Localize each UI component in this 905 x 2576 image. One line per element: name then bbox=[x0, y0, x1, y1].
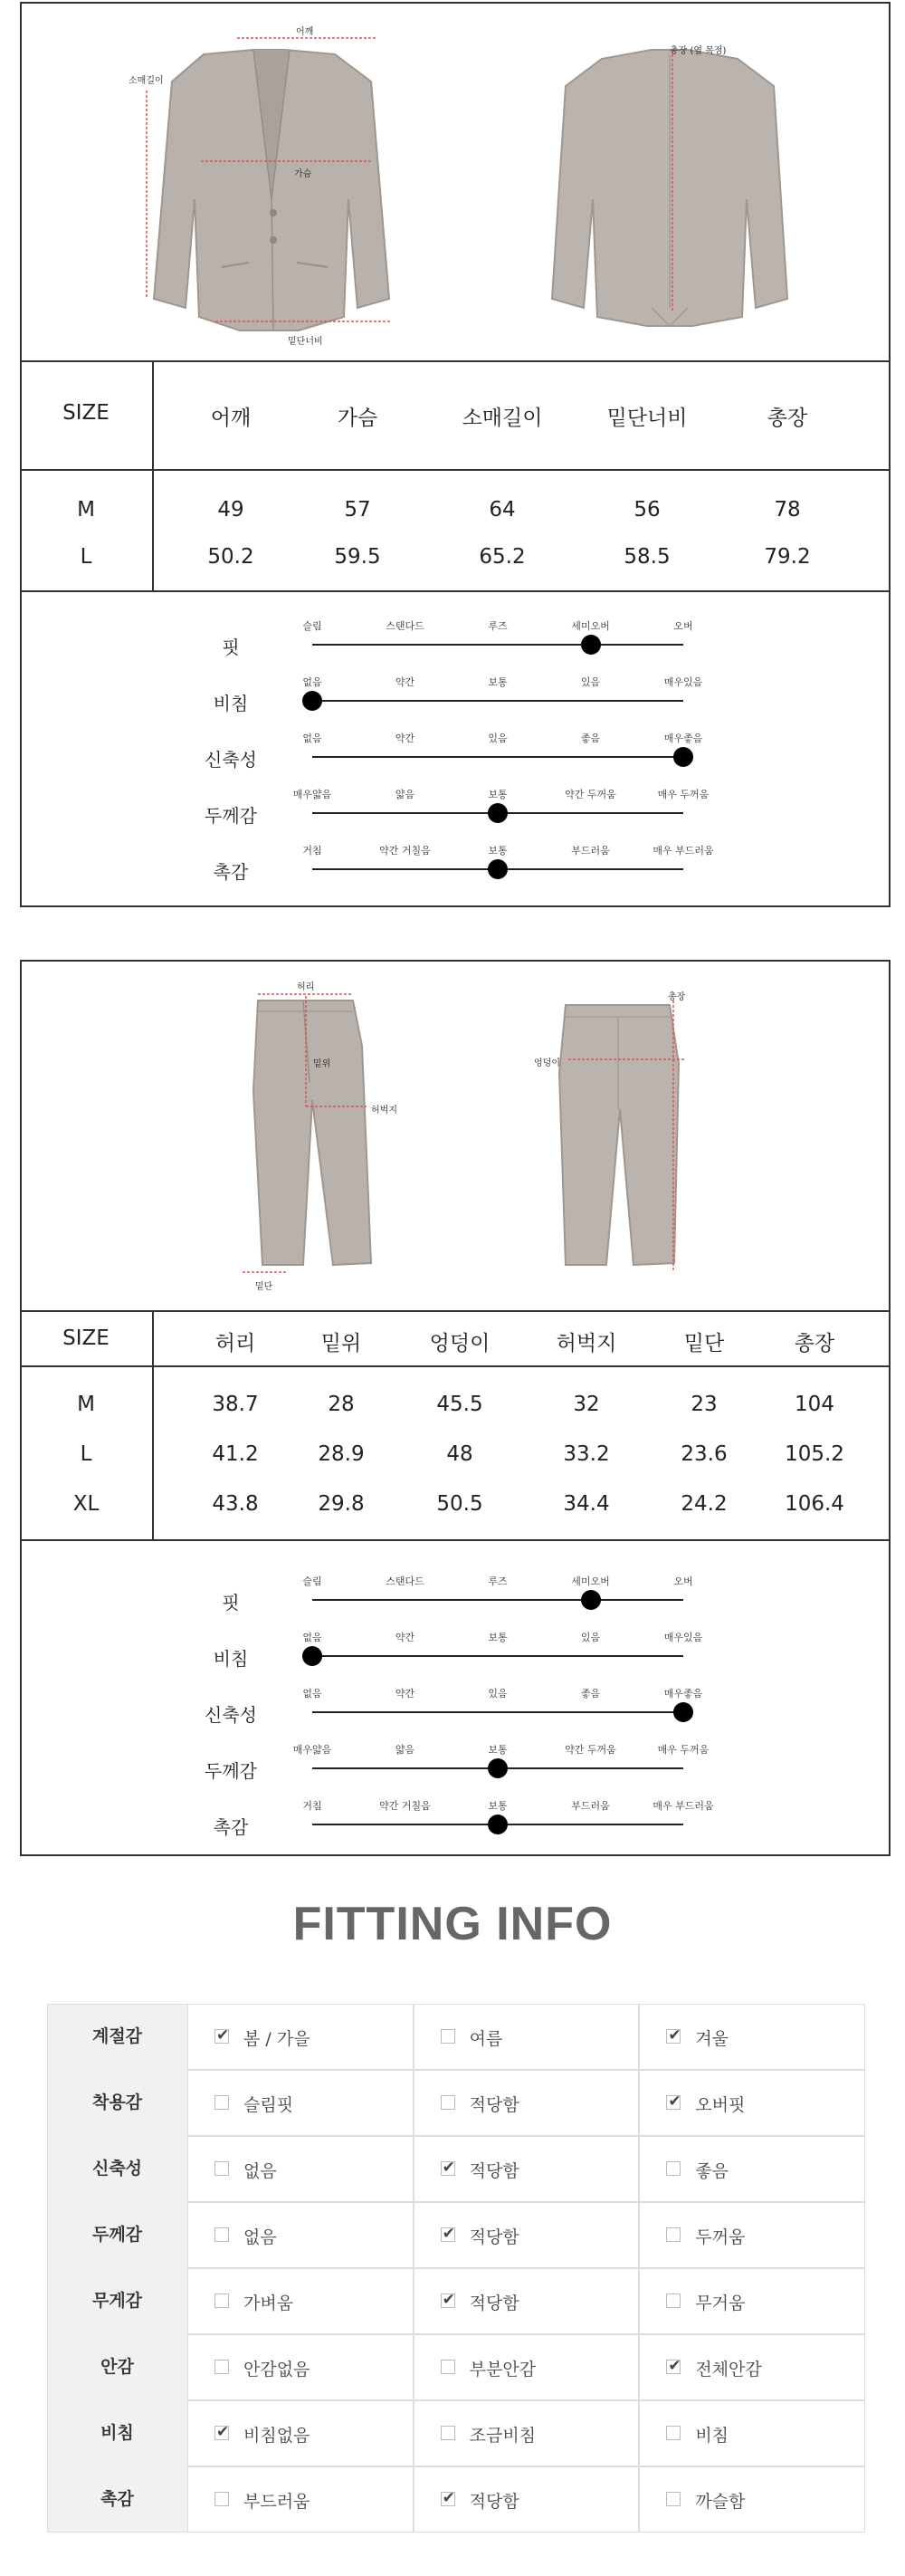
slider-tick-label: 슬림 bbox=[302, 620, 322, 632]
slider-label: 촉감 bbox=[213, 1816, 249, 1838]
slider-handle bbox=[488, 803, 508, 823]
slider-tick-label: 부드러움 bbox=[571, 845, 610, 857]
checked-checkbox bbox=[666, 2026, 681, 2045]
fitting-option-label: 슬림핏 bbox=[243, 2095, 294, 2115]
pants-row-value: 23.6 bbox=[681, 1442, 728, 1466]
unchecked-checkbox bbox=[666, 2227, 681, 2242]
jacket-col-hem: 밑단너비 bbox=[606, 407, 688, 430]
pants-row-value: 23 bbox=[691, 1393, 718, 1416]
fitting-option-label: 적당함 bbox=[469, 2492, 519, 2512]
slider-tick-label: 매우좋음 bbox=[663, 1688, 703, 1700]
jacket-row-value: 58.5 bbox=[624, 545, 671, 569]
slider-tick-label: 스탠다드 bbox=[386, 620, 424, 632]
unchecked-checkbox bbox=[666, 2161, 681, 2176]
fitting-row-label: 신축성 bbox=[47, 2136, 187, 2202]
unchecked-checkbox bbox=[214, 2492, 229, 2506]
fitting-option-label: 겨울 bbox=[695, 2029, 729, 2049]
jacket-hem-label: 밑단너비 bbox=[288, 337, 323, 347]
checked-checkbox bbox=[214, 2026, 230, 2045]
slider-tick-label: 오버 bbox=[673, 1575, 693, 1587]
check-icon: ✔ bbox=[442, 2225, 455, 2243]
slider-handle bbox=[302, 1646, 322, 1666]
slider-tick-label: 루즈 bbox=[488, 620, 508, 632]
unchecked-checkbox bbox=[214, 2161, 229, 2176]
slider-label: 핏 bbox=[222, 637, 240, 658]
slider-tick-label: 보통 bbox=[488, 1744, 508, 1756]
jacket-row-size: M bbox=[77, 498, 95, 522]
checked-checkbox bbox=[214, 2423, 230, 2441]
unchecked-checkbox bbox=[666, 2426, 681, 2440]
slider-tick-label: 약간 bbox=[395, 733, 415, 744]
pants-length-label: 총장 bbox=[668, 992, 686, 1002]
fitting-option-label: 봄 / 가을 bbox=[243, 2029, 310, 2049]
slider-handle bbox=[673, 747, 693, 767]
slider-label: 신축성 bbox=[205, 1704, 257, 1726]
slider-tick-label: 세미오버 bbox=[571, 620, 610, 632]
slider-tick-label: 매우좋음 bbox=[663, 733, 703, 744]
check-icon: ✔ bbox=[668, 2092, 681, 2111]
unchecked-checkbox bbox=[214, 2227, 229, 2242]
checked-checkbox bbox=[441, 2291, 455, 2309]
unchecked-checkbox bbox=[441, 2360, 455, 2374]
slider-tick-label: 매우얇음 bbox=[292, 1744, 332, 1756]
fitting-info-title: FITTING INFO bbox=[292, 1898, 613, 1950]
checked-checkbox bbox=[666, 2357, 681, 2375]
slider-tick-label: 오버 bbox=[673, 620, 693, 632]
checked-checkbox bbox=[666, 2092, 681, 2111]
slider-tick-label: 있음 bbox=[580, 676, 601, 688]
pants-rise-label: 밑위 bbox=[313, 1059, 331, 1069]
slider-tick-label: 약간 거칠음 bbox=[379, 1800, 431, 1812]
fitting-option-label: 부분안감 bbox=[469, 2360, 537, 2380]
checked-checkbox bbox=[441, 2489, 455, 2507]
jacket-col-shoulder: 어깨 bbox=[210, 407, 252, 430]
check-icon: ✔ bbox=[442, 2291, 455, 2309]
jacket-row-value: 79.2 bbox=[764, 545, 811, 569]
jacket-length-label: 총장 (옆 목점) bbox=[670, 46, 727, 56]
fitting-option-label: 두꺼움 bbox=[695, 2227, 746, 2247]
slider-tick-label: 좋음 bbox=[580, 1688, 601, 1700]
slider-track bbox=[312, 756, 683, 758]
jacket-size-header: SIZE bbox=[62, 401, 110, 425]
fitting-row-label: 착용감 bbox=[47, 2070, 187, 2136]
pants-row-value: 34.4 bbox=[563, 1492, 610, 1516]
fitting-option-label: 없음 bbox=[243, 2227, 277, 2247]
check-icon: ✔ bbox=[442, 2489, 455, 2507]
slider-tick-label: 있음 bbox=[488, 733, 508, 744]
jacket-measure-lines bbox=[0, 0, 905, 362]
slider-tick-label: 있음 bbox=[580, 1632, 601, 1643]
slider-tick-label: 매우있음 bbox=[663, 1632, 703, 1643]
fitting-option-label: 비침없음 bbox=[243, 2426, 310, 2446]
slider-tick-label: 있음 bbox=[488, 1688, 508, 1700]
slider-tick-label: 매우 부드러움 bbox=[653, 1800, 714, 1812]
fitting-option-label: 적당함 bbox=[469, 2161, 519, 2181]
unchecked-checkbox bbox=[441, 2095, 455, 2110]
fitting-row-label: 비침 bbox=[47, 2400, 187, 2466]
slider-track bbox=[312, 1711, 683, 1713]
slider-tick-label: 약간 거칠음 bbox=[379, 845, 431, 857]
slider-tick-label: 없음 bbox=[302, 1632, 322, 1643]
slider-tick-label: 없음 bbox=[302, 1688, 322, 1700]
slider-tick-label: 없음 bbox=[302, 733, 322, 744]
slider-tick-label: 보통 bbox=[488, 789, 508, 800]
check-icon: ✔ bbox=[216, 2423, 230, 2441]
slider-tick-label: 매우 부드러움 bbox=[653, 845, 714, 857]
pants-row-value: 41.2 bbox=[212, 1442, 259, 1466]
fitting-option-label: 조금비침 bbox=[469, 2426, 537, 2446]
unchecked-checkbox bbox=[214, 2095, 229, 2110]
slider-tick-label: 세미오버 bbox=[571, 1575, 610, 1587]
jacket-sleeve-label: 소매길이 bbox=[129, 76, 164, 86]
slider-tick-label: 좋음 bbox=[580, 733, 601, 744]
slider-label: 비침 bbox=[213, 1648, 249, 1670]
pants-size-header: SIZE bbox=[62, 1326, 110, 1350]
jacket-row-value: 49 bbox=[217, 498, 244, 522]
slider-tick-label: 거침 bbox=[302, 845, 322, 857]
jacket-shoulder-label: 어깨 bbox=[296, 27, 314, 37]
fitting-option-label: 전체안감 bbox=[695, 2360, 762, 2380]
jacket-row-value: 57 bbox=[344, 498, 371, 522]
slider-handle bbox=[302, 691, 322, 711]
pants-row-value: 32 bbox=[573, 1393, 600, 1416]
slider-tick-label: 없음 bbox=[302, 676, 322, 688]
slider-tick-label: 매우 두꺼움 bbox=[657, 1744, 710, 1756]
fitting-option-label: 없음 bbox=[243, 2161, 277, 2181]
pants-col-hip: 엉덩이 bbox=[429, 1332, 491, 1355]
slider-tick-label: 부드러움 bbox=[571, 1800, 610, 1812]
unchecked-checkbox bbox=[214, 2360, 229, 2374]
slider-label: 두께감 bbox=[205, 805, 257, 827]
slider-tick-label: 스탠다드 bbox=[386, 1575, 424, 1587]
pants-row-value: 105.2 bbox=[785, 1442, 844, 1466]
pants-col-thigh: 허벅지 bbox=[556, 1332, 617, 1355]
slider-tick-label: 슬림 bbox=[302, 1575, 322, 1587]
slider-track bbox=[312, 1599, 683, 1601]
pants-row-value: 38.7 bbox=[212, 1393, 259, 1416]
slider-tick-label: 약간 bbox=[395, 676, 415, 688]
pants-row-value: 24.2 bbox=[681, 1492, 728, 1516]
jacket-row-value: 65.2 bbox=[479, 545, 526, 569]
pants-row-value: 48 bbox=[446, 1442, 473, 1466]
slider-tick-label: 매우얇음 bbox=[292, 789, 332, 800]
pants-row-value: 33.2 bbox=[563, 1442, 610, 1466]
pants-thigh-label: 허벅지 bbox=[371, 1106, 397, 1116]
unchecked-checkbox bbox=[666, 2492, 681, 2506]
check-icon: ✔ bbox=[668, 2357, 681, 2375]
jacket-col-sleeve: 소매길이 bbox=[462, 407, 543, 430]
fitting-row-label: 계절감 bbox=[47, 2004, 187, 2070]
slider-tick-label: 얇음 bbox=[395, 789, 415, 800]
pants-row-size: M bbox=[77, 1393, 95, 1416]
pants-col-hem: 밑단 bbox=[683, 1332, 725, 1355]
pants-row-value: 28 bbox=[328, 1393, 355, 1416]
fitting-option-label: 적당함 bbox=[469, 2095, 519, 2115]
fitting-row-label: 촉감 bbox=[47, 2466, 187, 2533]
fitting-option-label: 부드러움 bbox=[243, 2492, 310, 2512]
slider-tick-label: 약간 두꺼움 bbox=[565, 789, 616, 800]
slider-tick-label: 루즈 bbox=[488, 1575, 508, 1587]
slider-handle bbox=[581, 1590, 601, 1610]
slider-label: 촉감 bbox=[213, 861, 249, 883]
check-icon: ✔ bbox=[442, 2159, 455, 2177]
unchecked-checkbox bbox=[441, 2426, 455, 2440]
fitting-option-label: 무거움 bbox=[695, 2294, 746, 2313]
pants-col-rise: 밑위 bbox=[320, 1332, 362, 1355]
slider-tick-label: 약간 두꺼움 bbox=[565, 1744, 616, 1756]
slider-tick-label: 매우 두꺼움 bbox=[657, 789, 710, 800]
slider-tick-label: 보통 bbox=[488, 1632, 508, 1643]
jacket-col-chest: 가슴 bbox=[337, 407, 378, 430]
unchecked-checkbox bbox=[666, 2294, 681, 2308]
fitting-row-label: 두께감 bbox=[47, 2202, 187, 2268]
slider-track bbox=[312, 700, 683, 702]
slider-label: 신축성 bbox=[205, 749, 257, 771]
slider-track bbox=[312, 644, 683, 646]
slider-tick-label: 매우있음 bbox=[663, 676, 703, 688]
pants-row-size: L bbox=[80, 1442, 92, 1466]
fitting-option-label: 안감없음 bbox=[243, 2360, 310, 2380]
checked-checkbox bbox=[441, 2161, 455, 2176]
fitting-option-label: 적당함 bbox=[469, 2227, 519, 2247]
unchecked-checkbox bbox=[214, 2294, 229, 2308]
slider-handle bbox=[488, 859, 508, 879]
jacket-row-value: 59.5 bbox=[334, 545, 381, 569]
slider-tick-label: 약간 bbox=[395, 1632, 415, 1643]
slider-label: 핏 bbox=[222, 1592, 240, 1614]
unchecked-checkbox bbox=[441, 2029, 455, 2044]
pants-waist-label: 허리 bbox=[297, 982, 315, 992]
pants-col-waist: 허리 bbox=[214, 1332, 256, 1355]
slider-tick-label: 보통 bbox=[488, 676, 508, 688]
pants-row-value: 29.8 bbox=[318, 1492, 365, 1516]
slider-tick-label: 약간 bbox=[395, 1688, 415, 1700]
slider-tick-label: 거침 bbox=[302, 1800, 322, 1812]
slider-label: 비침 bbox=[213, 693, 249, 714]
pants-row-value: 104 bbox=[795, 1393, 834, 1416]
slider-tick-label: 보통 bbox=[488, 845, 508, 857]
slider-handle bbox=[581, 635, 601, 655]
slider-tick-label: 보통 bbox=[488, 1800, 508, 1812]
fitting-option-label: 까슬함 bbox=[695, 2492, 746, 2512]
jacket-chest-label: 가슴 bbox=[294, 169, 312, 179]
pants-hem-label: 밑단 bbox=[255, 1282, 273, 1292]
checked-checkbox bbox=[441, 2227, 455, 2242]
slider-handle bbox=[488, 1815, 508, 1834]
slider-tick-label: 얇음 bbox=[395, 1744, 415, 1756]
pants-col-length: 총장 bbox=[794, 1332, 835, 1355]
pants-row-size: XL bbox=[72, 1492, 100, 1516]
pants-row-value: 43.8 bbox=[212, 1492, 259, 1516]
pants-measure-lines bbox=[0, 960, 905, 1322]
fitting-option-label: 비침 bbox=[695, 2426, 729, 2446]
slider-handle bbox=[488, 1758, 508, 1778]
fitting-option-label: 오버핏 bbox=[695, 2095, 746, 2115]
jacket-row-value: 50.2 bbox=[207, 545, 254, 569]
fitting-row-label: 무게감 bbox=[47, 2268, 187, 2334]
fitting-option-label: 좋음 bbox=[695, 2161, 729, 2181]
jacket-row-value: 78 bbox=[774, 498, 801, 522]
fitting-option-label: 적당함 bbox=[469, 2294, 519, 2313]
jacket-row-value: 64 bbox=[489, 498, 516, 522]
jacket-row-value: 56 bbox=[634, 498, 661, 522]
slider-label: 두께감 bbox=[205, 1760, 257, 1782]
pants-row-value: 106.4 bbox=[785, 1492, 844, 1516]
pants-row-value: 50.5 bbox=[436, 1492, 483, 1516]
fitting-row-label: 안감 bbox=[47, 2334, 187, 2400]
jacket-row-size: L bbox=[80, 545, 92, 569]
fitting-option-label: 여름 bbox=[469, 2029, 503, 2049]
slider-handle bbox=[673, 1702, 693, 1722]
pants-hip-label: 엉덩이 bbox=[534, 1058, 560, 1068]
pants-row-value: 45.5 bbox=[436, 1393, 483, 1416]
slider-track bbox=[312, 1655, 683, 1657]
check-icon: ✔ bbox=[216, 2026, 230, 2045]
check-icon: ✔ bbox=[668, 2026, 681, 2045]
pants-row-value: 28.9 bbox=[318, 1442, 365, 1466]
fitting-option-label: 가벼움 bbox=[243, 2294, 294, 2313]
jacket-col-length: 총장 bbox=[767, 407, 808, 430]
